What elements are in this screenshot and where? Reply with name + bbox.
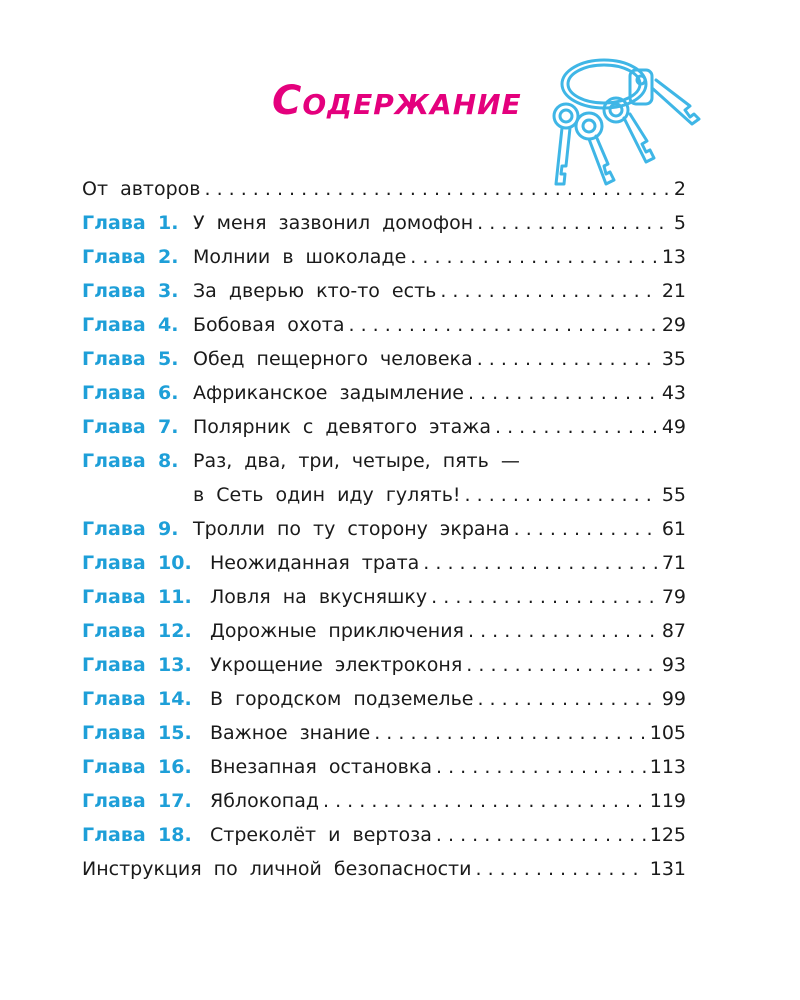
chapter-label: [82, 518, 193, 540]
chapter-label: [82, 382, 193, 404]
leader-dots: [514, 518, 658, 540]
table-of-contents: [82, 178, 686, 892]
keys-icon: [534, 44, 704, 194]
toc-row-chapter-8[interactable]: [82, 450, 686, 484]
chapter-label: [82, 450, 193, 472]
leader-dots: [440, 280, 657, 302]
leader-dots: [475, 858, 645, 880]
chapter-number: 15.: [158, 722, 192, 744]
toc-title: Дорожные приключения: [210, 620, 464, 642]
page-title: Содержание: [272, 78, 522, 124]
toc-row-chapter-3[interactable]: [82, 280, 686, 314]
chapter-word: Глава: [82, 518, 146, 540]
toc-page: 119: [649, 790, 686, 812]
toc-row-chapter-10[interactable]: [82, 552, 686, 586]
toc-title: Африканское задымление: [193, 382, 464, 404]
toc-row-chapter-5[interactable]: [82, 348, 686, 382]
toc-row-chapter-13[interactable]: [82, 654, 686, 688]
toc-row-chapter-8-cont[interactable]: [82, 484, 686, 518]
leader-dots: [477, 348, 658, 370]
chapter-label: [82, 790, 210, 812]
toc-row-chapter-12[interactable]: [82, 620, 686, 654]
chapter-label: [82, 246, 193, 268]
chapter-label: [82, 212, 193, 234]
toc-page: 71: [661, 552, 686, 574]
chapter-word: Глава: [82, 212, 146, 234]
toc-page: 131: [649, 858, 686, 880]
chapter-number: 1.: [158, 212, 179, 234]
chapter-label: [82, 314, 193, 336]
toc-page: 125: [649, 824, 686, 846]
toc-page: 87: [661, 620, 686, 642]
chapter-word: Глава: [82, 688, 146, 710]
toc-title: Молнии в шоколаде: [193, 246, 407, 268]
toc-page: 43: [661, 382, 686, 404]
chapter-number: 14.: [158, 688, 192, 710]
leader-dots: [477, 688, 657, 710]
chapter-label: [82, 620, 210, 642]
chapter-word: Глава: [82, 552, 146, 574]
chapter-word: Глава: [82, 790, 146, 812]
toc-title: Важное знание: [210, 722, 371, 744]
toc-row-chapter-18[interactable]: [82, 824, 686, 858]
toc-page: 93: [661, 654, 686, 676]
leader-dots: [349, 314, 658, 336]
toc-page: 5: [673, 212, 686, 234]
chapter-word: Глава: [82, 824, 146, 846]
chapter-word: Глава: [82, 246, 146, 268]
toc-title: От авторов: [82, 178, 201, 200]
toc-title: Тролли по ту сторону экрана: [193, 518, 510, 540]
toc-row-chapter-4[interactable]: [82, 314, 686, 348]
toc-title: Неожиданная трата: [210, 552, 420, 574]
leader-dots: [468, 620, 658, 642]
leader-dots: [436, 824, 646, 846]
chapter-label: [82, 416, 193, 438]
chapter-word: Глава: [82, 382, 146, 404]
toc-page: 105: [649, 722, 686, 744]
chapter-label: [82, 552, 210, 574]
chapter-word: Глава: [82, 314, 146, 336]
chapter-number: 17.: [158, 790, 192, 812]
chapter-label: [82, 348, 193, 370]
chapter-label: [82, 280, 193, 302]
chapter-number: 12.: [158, 620, 192, 642]
chapter-label: [82, 586, 210, 608]
leader-dots: [204, 178, 669, 200]
leader-dots: [495, 416, 658, 438]
leader-dots: [423, 552, 658, 574]
toc-page: 99: [661, 688, 686, 710]
toc-row-chapter-2[interactable]: [82, 246, 686, 280]
chapter-word: Глава: [82, 450, 146, 472]
toc-page: 29: [661, 314, 686, 336]
chapter-label: [82, 654, 210, 676]
toc-title: Внезапная остановка: [210, 756, 432, 778]
chapter-number: 13.: [158, 654, 192, 676]
toc-row-chapter-7[interactable]: [82, 416, 686, 450]
toc-title: Стреколёт и вертоза: [210, 824, 432, 846]
toc-page: 55: [661, 484, 686, 506]
chapter-label: [82, 756, 210, 778]
chapter-word: Глава: [82, 722, 146, 744]
chapter-word: Глава: [82, 348, 146, 370]
leader-dots: [466, 654, 658, 676]
chapter-number: 11.: [158, 586, 192, 608]
chapter-number: 16.: [158, 756, 192, 778]
toc-title: Ловля на вкусняшку: [210, 586, 428, 608]
toc-page: 2: [673, 178, 686, 200]
toc-page: 49: [661, 416, 686, 438]
toc-page: 61: [661, 518, 686, 540]
toc-title: Укрощение электроконя: [210, 654, 463, 676]
chapter-word: Глава: [82, 620, 146, 642]
chapter-number: 8.: [158, 450, 179, 472]
toc-page: 79: [661, 586, 686, 608]
leader-dots: [410, 246, 658, 268]
toc-row-chapter-9[interactable]: [82, 518, 686, 552]
toc-title: Яблокопад: [210, 790, 319, 812]
chapter-number: 10.: [158, 552, 192, 574]
toc-row-chapter-16[interactable]: [82, 756, 686, 790]
leader-dots: [477, 212, 670, 234]
chapter-word: Глава: [82, 654, 146, 676]
chapter-word: Глава: [82, 416, 146, 438]
chapter-number: 6.: [158, 382, 179, 404]
toc-page: 13: [661, 246, 686, 268]
leader-dots: [468, 382, 658, 404]
chapter-label: [82, 824, 210, 846]
toc-page: 21: [661, 280, 686, 302]
toc-row-outro[interactable]: [82, 858, 686, 892]
toc-row-chapter-1[interactable]: [82, 212, 686, 246]
toc-title: В городском подземелье: [210, 688, 474, 710]
chapter-number: 5.: [158, 348, 179, 370]
leader-dots: [436, 756, 646, 778]
toc-title: Бобовая охота: [193, 314, 345, 336]
toc-title: Инструкция по личной безопасности: [82, 858, 472, 880]
leader-dots: [431, 586, 658, 608]
chapter-number: 2.: [158, 246, 179, 268]
toc-title: Полярник с девятого этажа: [193, 416, 492, 438]
chapter-word: Глава: [82, 280, 146, 302]
chapter-number: 4.: [158, 314, 179, 336]
chapter-number: 18.: [158, 824, 192, 846]
chapter-word: Глава: [82, 586, 146, 608]
toc-page: 113: [649, 756, 686, 778]
toc-title: Раз, два, три, четыре, пять —: [193, 450, 520, 472]
toc-title: За дверью кто-то есть: [193, 280, 437, 302]
toc-row-chapter-17[interactable]: [82, 790, 686, 824]
toc-title: У меня зазвонил домофон: [193, 212, 474, 234]
leader-dots: [374, 722, 646, 744]
toc-title: Обед пещерного человека: [193, 348, 473, 370]
chapter-number: 7.: [158, 416, 179, 438]
toc-row-intro[interactable]: [82, 178, 686, 212]
toc-page: 35: [661, 348, 686, 370]
leader-dots: [465, 484, 658, 506]
toc-row-chapter-11[interactable]: [82, 586, 686, 620]
chapter-number: 3.: [158, 280, 179, 302]
toc-title-cont: в Сеть один иду гулять!: [193, 484, 461, 506]
toc-row-chapter-6[interactable]: [82, 382, 686, 416]
chapter-label: [82, 688, 210, 710]
toc-row-chapter-14[interactable]: [82, 688, 686, 722]
leader-dots: [323, 790, 646, 812]
toc-row-chapter-15[interactable]: [82, 722, 686, 756]
chapter-word: Глава: [82, 756, 146, 778]
chapter-label: [82, 722, 210, 744]
chapter-number: 9.: [158, 518, 179, 540]
